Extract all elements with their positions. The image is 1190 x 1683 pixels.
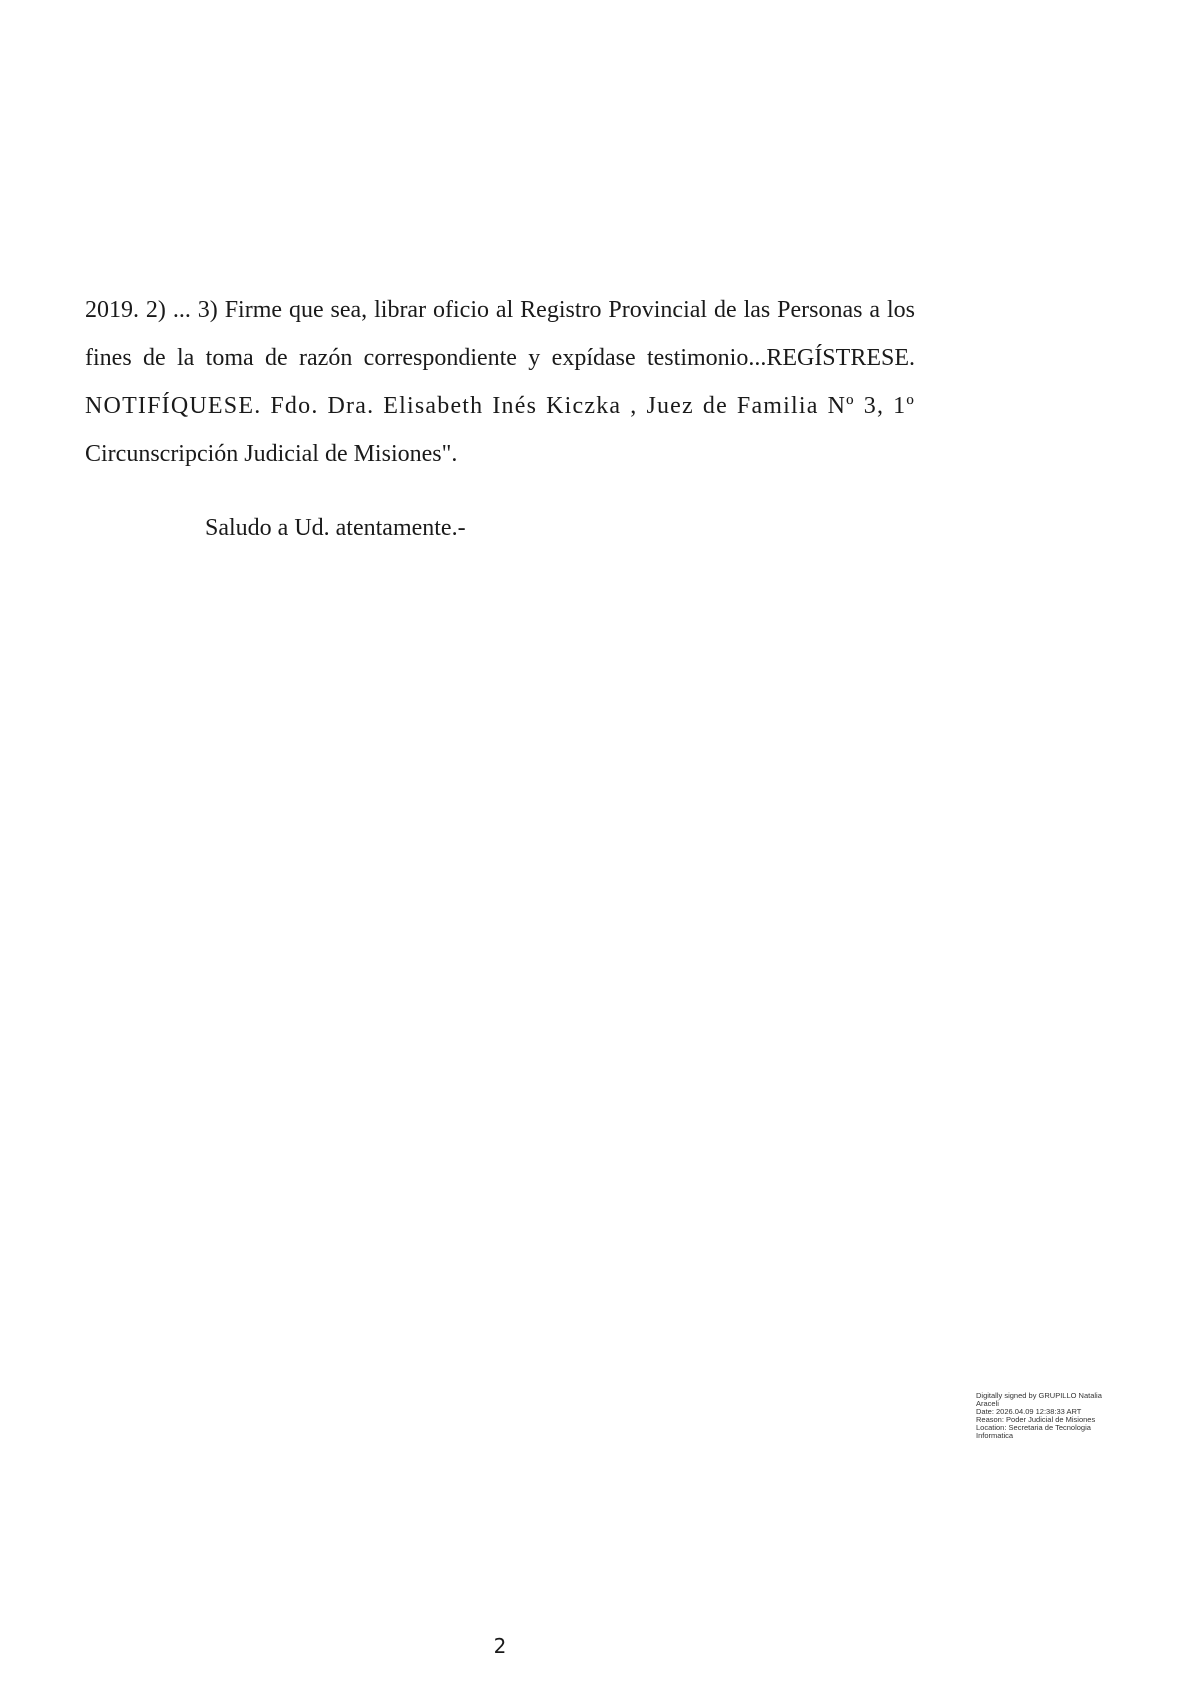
signature-line-date: Date: 2026.04.09 12:38:33 ART: [976, 1407, 1082, 1416]
digital-signature-stamp: [976, 1392, 1126, 1440]
page-number: 2: [493, 1634, 507, 1658]
signature-line-signer-cont: Araceli: [976, 1399, 999, 1408]
signature-line-signer: Digitally signed by GRUPILLO Natalia: [976, 1391, 1102, 1400]
signature-line-location-cont: Informatica: [976, 1431, 1014, 1440]
paragraph-line-1: 2019. 2) ... 3) Firme que sea, librar oficio al Registro Provincial de las Personas a los: [85, 297, 915, 323]
paragraph-line-4: Circunscripción Judicial de Misiones".: [85, 441, 458, 467]
signature-line-location: Location: Secretaria de Tecnologia: [976, 1423, 1091, 1432]
paragraph-line-2: fines de la toma de razón correspondiente y expídase testimonio...REGÍSTRESE.: [85, 345, 915, 371]
closing-salutation: Saludo a Ud. atentamente.-: [205, 515, 466, 541]
paragraph-line-3: NOTIFÍQUESE. Fdo. Dra. Elisabeth Inés Kiczka , Juez de Familia Nº 3, 1º: [85, 393, 915, 419]
body-paragraph: [85, 286, 915, 478]
signature-line-reason: Reason: Poder Judicial de Misiones: [976, 1415, 1096, 1424]
